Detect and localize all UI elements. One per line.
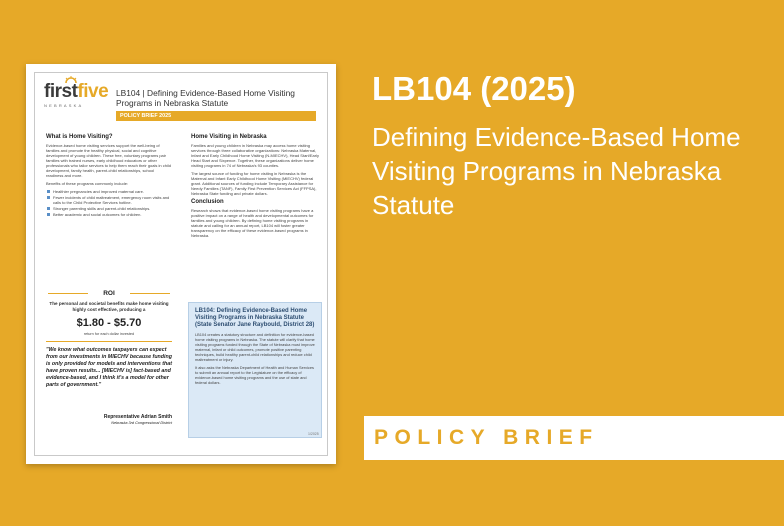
left-column <box>46 134 172 220</box>
roi-divider <box>46 341 172 342</box>
document-badge: POLICY BRIEF 2025 <box>116 111 316 121</box>
section-heading: Home Visiting in Nebraska <box>191 134 267 140</box>
body-paragraph: Benefits of these programs commonly include: <box>46 181 129 186</box>
body-paragraph: The largest source of funding for home visiting in Nebraska is the Maternal and Infant Early Childhood Home Visiting (MIECHV) federal grant. Additional sources of funding include Temporary Assistance for Needy Families (TANF), Family First Prevention Services Act (FFPSA), Nebraska State funding and private dollars. <box>191 171 317 196</box>
roi-subtext: return for each dollar invested <box>83 332 135 336</box>
roi-text: The personal and societal benefits make home visiting highly cost effective, producing a <box>49 301 169 312</box>
list-item: Better academic and social outcomes for children. <box>53 212 172 217</box>
roi-heading: ROI <box>103 290 115 297</box>
list-item: Fewer incidents of child maltreatment, emergency room visits and calls to the Child Protective Services hotline. <box>53 195 172 205</box>
quote-author: Representative Adrian Smith <box>103 414 172 420</box>
first-five-logo <box>44 81 109 128</box>
benefits-list <box>46 189 172 217</box>
lb104-callout-box <box>188 302 322 438</box>
callout-paragraph: It also asks the Nebraska Department of Health and Human Services to submit an annual report to the Legislature on the efficacy of evidence-based home visiting programs and the use of state and federal dollars. <box>195 365 314 385</box>
quote-attribution <box>66 414 172 426</box>
roi-value: $1.80 - $5.70 <box>76 317 142 329</box>
page-subtitle: Defining Evidence-Based Home Visiting Programs in Nebraska Statute <box>372 122 741 220</box>
pull-quote: "We know what outcomes taxpayers can expect from our investments in MIECHV because funding is only provided for models and interventions that have proven results... [MIECHV is] fact-based and evidence-based, and I think it's a model for other parts of government." <box>46 347 172 388</box>
page-number: 1/2025 <box>308 432 319 436</box>
band-label: POLICY BRIEF <box>374 426 599 449</box>
document-title: LB104 | Defining Evidence-Based Home Visiting Programs in Nebraska Statute <box>116 88 295 108</box>
policy-brief-band <box>364 416 784 460</box>
policy-brief-thumbnail[interactable] <box>26 64 336 464</box>
page-title: LB104 (2025) <box>372 70 576 107</box>
callout-heading: LB104: Defining Evidence-Based Home Visiting Programs in Nebraska Statute (State Senator Jane Raybould, District 28) <box>195 308 315 328</box>
quote-district: Nebraska 3rd Congressional District <box>111 421 172 425</box>
logo-state: NEBRASKA <box>44 103 84 108</box>
list-item: Healthier pregnancies and improved maternal care. <box>53 189 172 194</box>
section-heading: What is Home Visiting? <box>46 134 113 140</box>
callout-paragraph: LB104 creates a statutory structure and definition for evidence-based home visiting programs in Nebraska. The statute will clarify that home visiting programs funded through the State of Nebraska must improve maternal, infant or child outcomes, promote positive parenting techniques, build healthy parent-child relationships and reduce child maltreatment or injury. <box>195 332 315 362</box>
sun-icon <box>64 76 78 84</box>
section-heading: Conclusion <box>191 199 224 205</box>
list-item: Stronger parenting skills and parent-child relationships. <box>53 206 172 211</box>
body-paragraph: Families and young children in Nebraska may access home visiting services through three collaborative organizations: Nebraska Maternal, Infant and Early Childhood Home Visiting (N-MIECHV), Head Start/Early Head Start and Sixpence. Together, these organizations deliver home visiting programs in 74 of Nebraska's 93 counties. <box>191 143 319 168</box>
body-paragraph: Evidence-based home visiting services support the well-being of families and promote the healthy physical, social and cognitive development of young children. These free, voluntary programs pair families with trained nurses, early childhood educators or other professionals who tailor services to help them reach their goals in child development, family health, parent-child relationships, school readiness and more. <box>46 143 171 178</box>
logo-wordmark: firstfive <box>44 81 109 102</box>
right-column <box>191 134 319 241</box>
body-paragraph: Research shows that evidence-based home visiting programs have a positive impact on a range of health and developmental outcomes for families and young children. By defining home visiting programs in statute and calling for an annual report, LB104 will foster greater transparency on the efficacy of these evidence-based programs in Nebraska. <box>191 208 314 238</box>
